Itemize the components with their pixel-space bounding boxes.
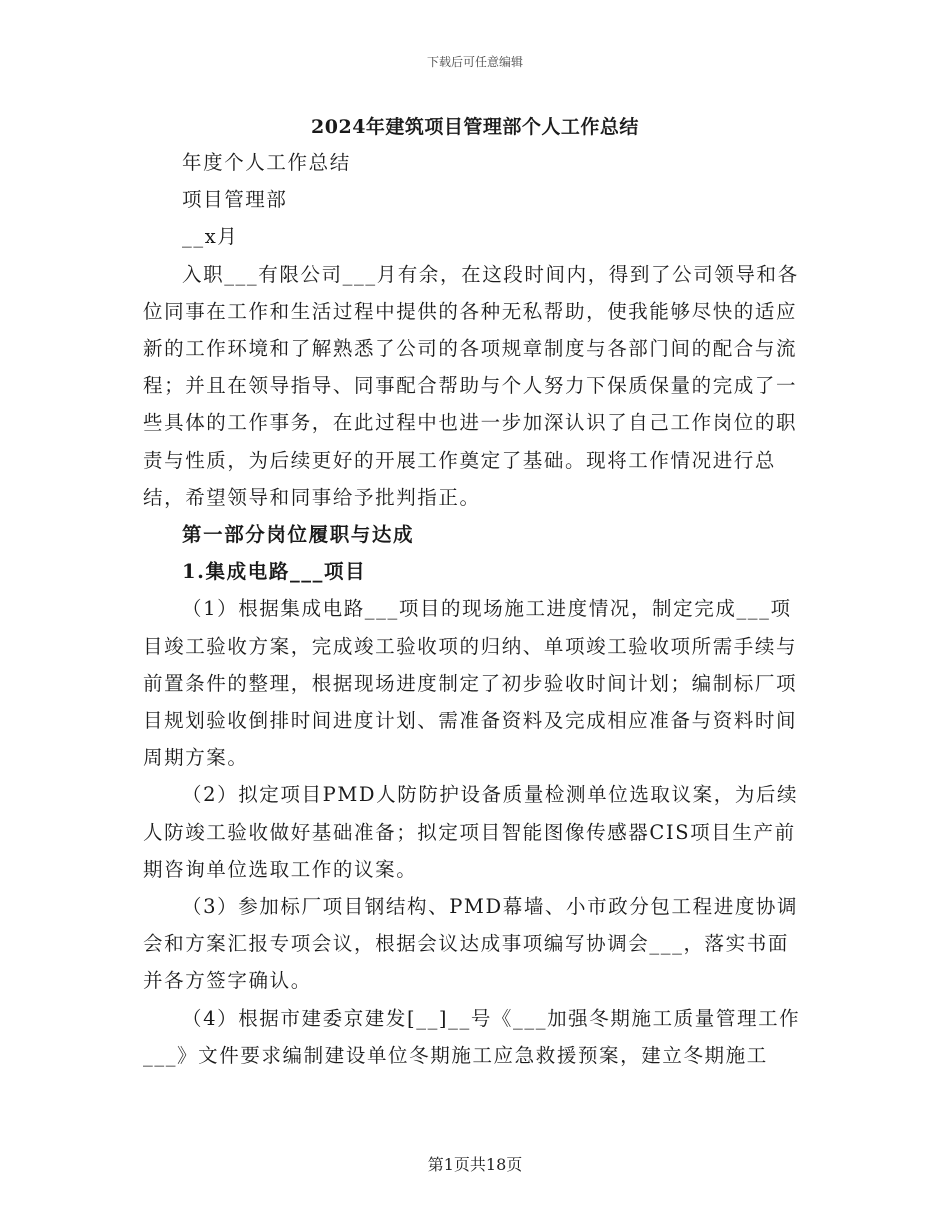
item-paragraph-4: （4）根据市建委京建发[__]__号《___加强冬期施工质量管理工作___》文件要求编制建设单位冬期施工应急救援预案，建立冬期施工 [143,1006,801,1067]
item-paragraph-1: （1）根据集成电路___项目的现场施工进度情况，制定完成___项目竣工验收方案，完成竣工验收项的归纳、单项竣工验收项所需手续与前置条件的整理，根据现场进度制定了初步验收时间计划；编制标厂项目规划验收倒排时间进度计划、需准备资料及完成相应准备与资料时间周期方案。 [143,597,798,770]
page-number-footer: 第1页共18页 [427,1155,523,1174]
intro-paragraph: 入职___有限公司___月有余，在这段时间内，得到了公司领导和各位同事在工作和生活过程中提供的各种无私帮助，使我能够尽快的适应新的工作环境和了解熟悉了公司的各项规章制度与各部门间的配合与流程；并且在领导指导、同事配合帮助与个人努力下保质保量的完成了一些具体的工作事务，在此过程中也进一步加深认识了自己工作岗位的职责与性质，为后续更好的开展工作奠定了基础。现将工作情况进行总结，希望领导和同事给予批判指正。 [143,262,799,509]
item-paragraph-3: （3）参加标厂项目钢结构、PMD幕墙、小市政分包工程进度协调会和方案汇报专项会议，根据会议达成事项编写协调会___，落实书面并各方签字确认。 [143,895,799,993]
subsection-heading: 1.集成电路___项目 [182,560,367,584]
running-header: 下载后可任意编辑 [426,55,523,69]
section-heading: 第一部分岗位履职与达成 [182,523,415,547]
subtitle-annual-summary: 年度个人工作总结 [182,151,351,174]
document-body [143,144,807,1074]
item-paragraph-2: （2）拟定项目PMD人防防护设备质量检测单位选取议案，为后续人防竣工验收做好基础准备；拟定项目智能图像传感器CIS项目生产前期咨询单位选取工作的议案。 [143,783,799,881]
subtitle-month: __x月 [182,225,239,249]
document-title: 2024年建筑项目管理部个人工作总结 [311,116,639,138]
subtitle-department: 项目管理部 [182,188,288,212]
